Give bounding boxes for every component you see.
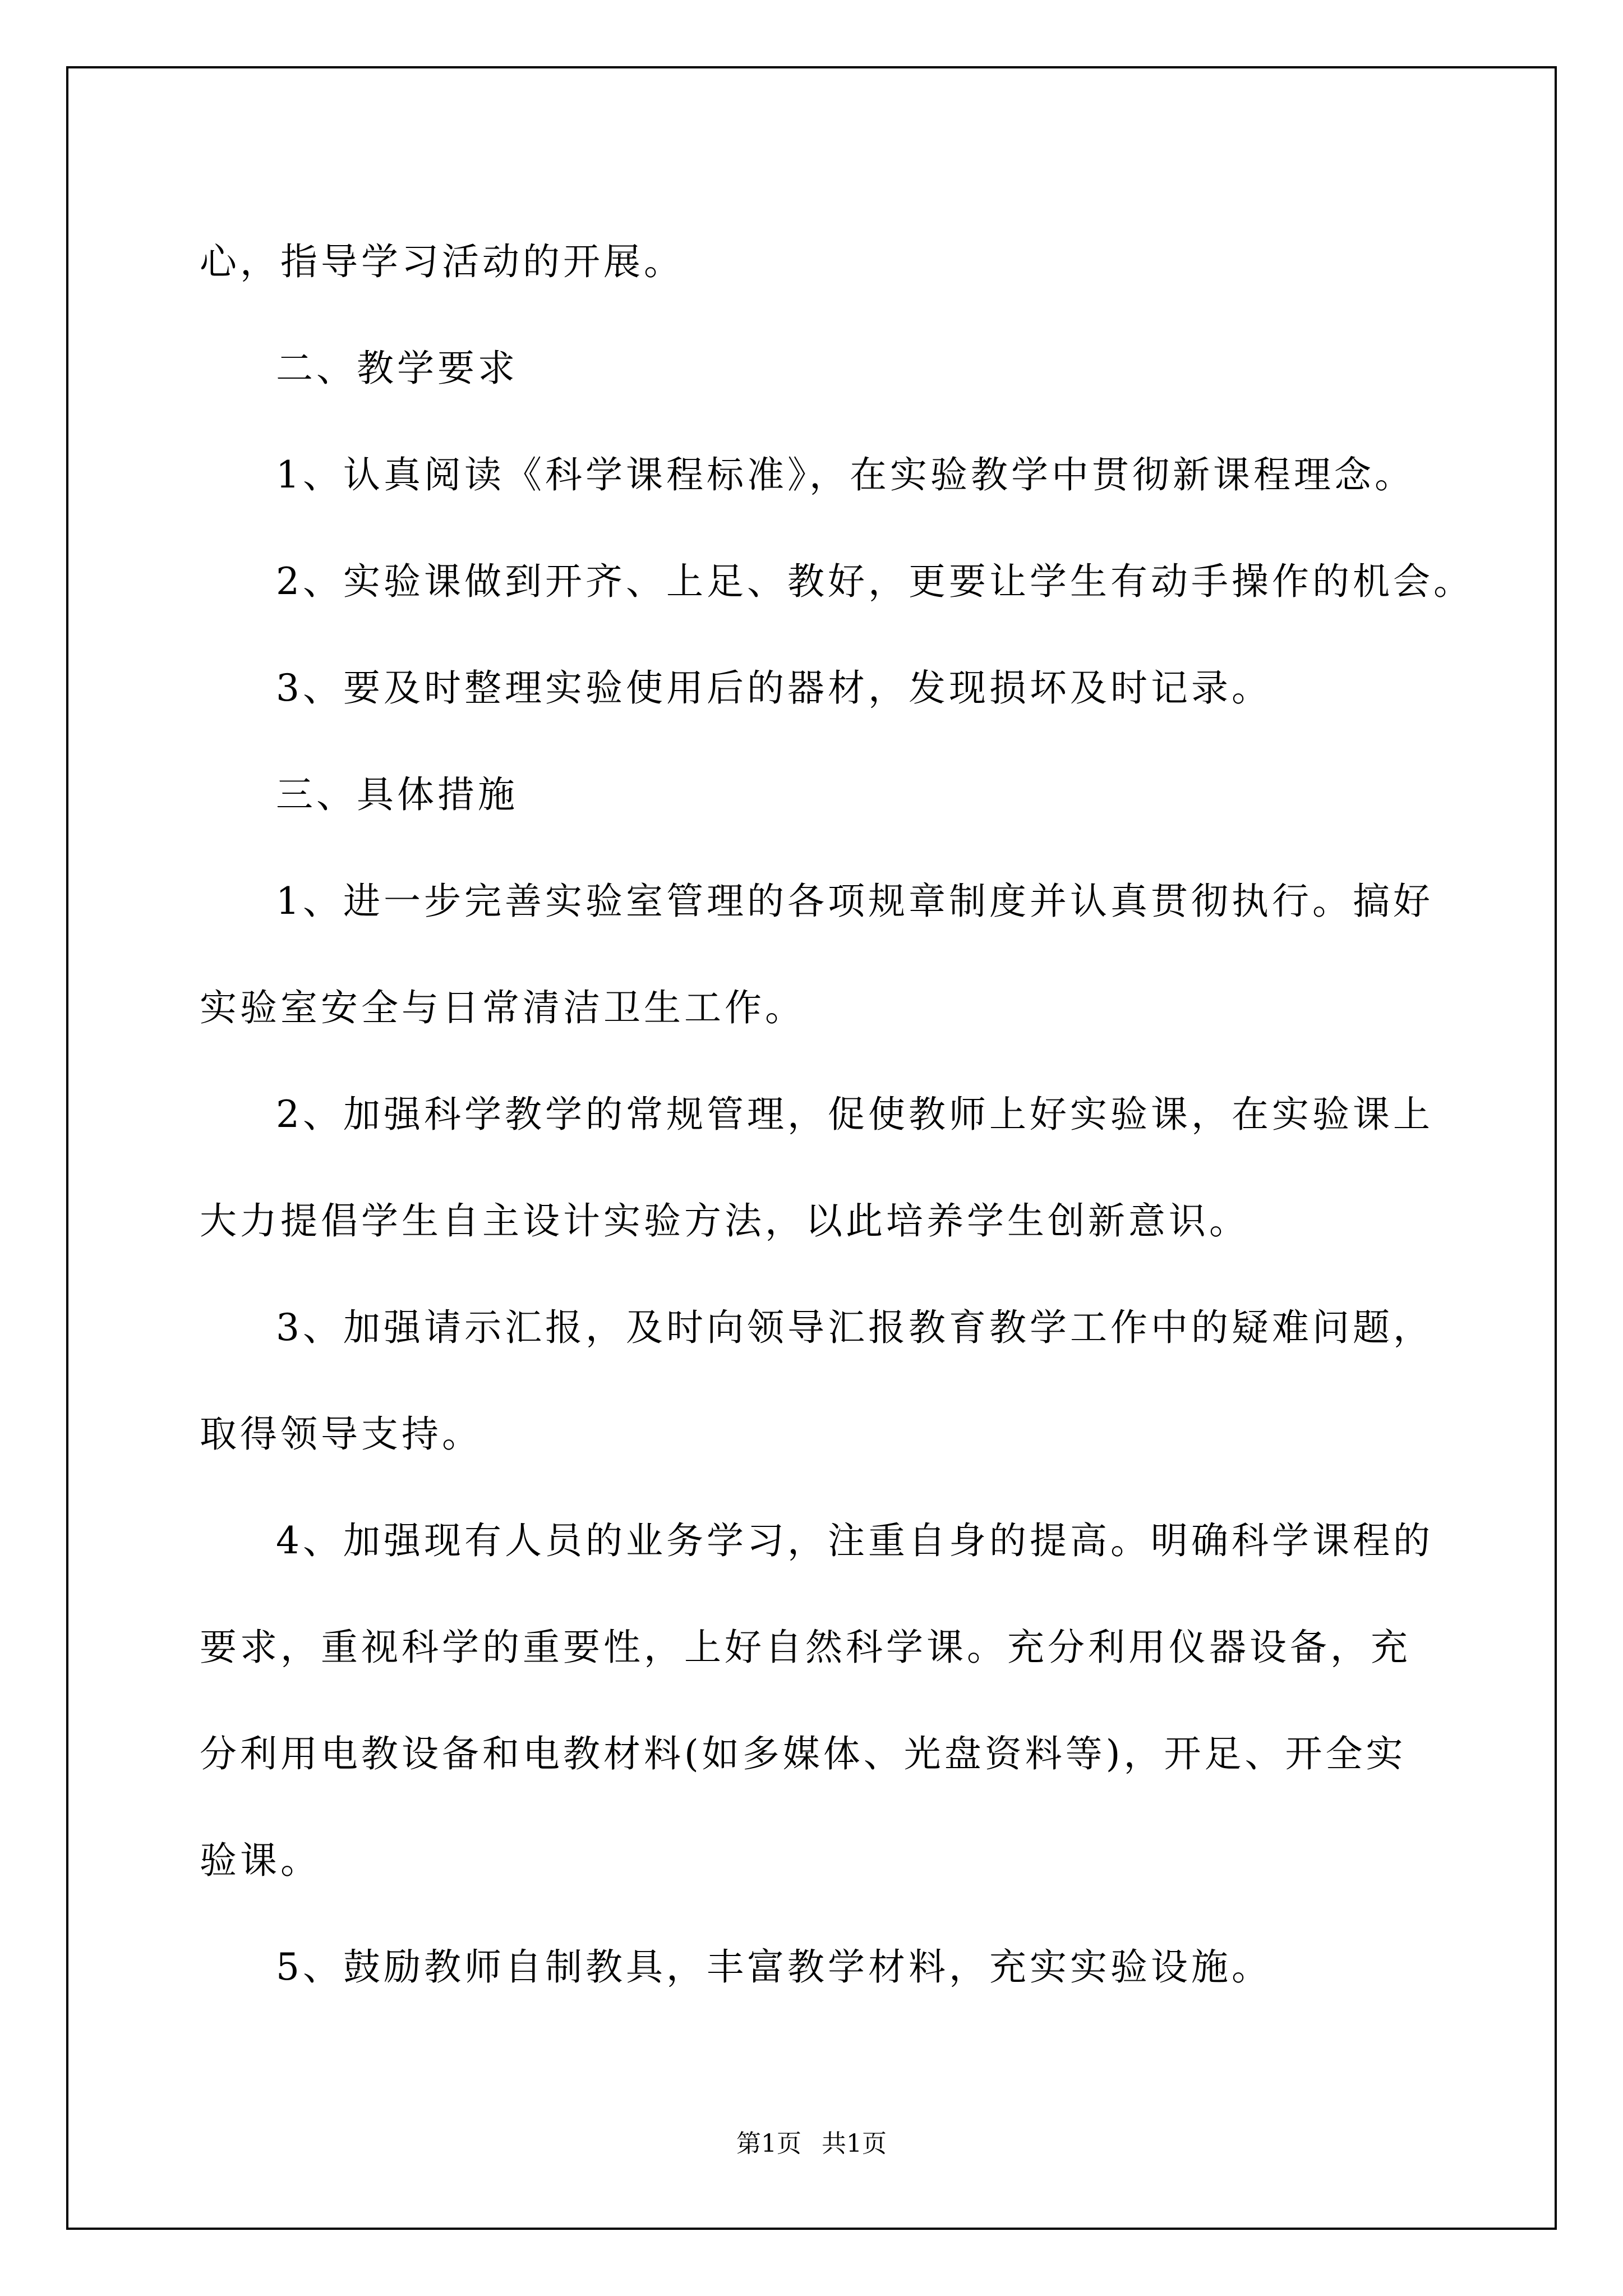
measure-item-2-line-1: 2、加强科学教学的常规管理，促使教师上好实验课，在实验课上 [276,1093,1433,1136]
section-heading-teaching-requirements: 二、教学要求 [276,347,518,390]
measure-item-5: 5、鼓励教师自制教具，丰富教学材料，充实实验设施。 [276,1945,1272,1989]
document-body [200,209,1474,2021]
page-total: 共1页 [822,2129,887,2158]
measure-item-3-line-1: 3、加强请示汇报，及时向领导汇报教育教学工作中的疑难问题， [276,1306,1433,1349]
measure-item-4-line-3: 分利用电教设备和电教材料(如多媒体、光盘资料等)，开足、开全实 [200,1732,1407,1775]
measure-item-2-line-2: 大力提倡学生自主设计实验方法，以此培养学生创新意识。 [200,1199,1249,1243]
measure-item-4-line-4: 验课。 [200,1839,321,1882]
requirement-item-2: 2、实验课做到开齐、上足、教好，更要让学生有动手操作的机会。 [276,560,1474,603]
measure-item-3-line-2: 取得领导支持。 [200,1412,482,1456]
measure-item-4-line-2: 要求，重视科学的重要性，上好自然科学课。充分利用仪器设备，充 [200,1626,1411,1669]
measure-item-4-line-1: 4、加强现有人员的业务学习，注重自身的提高。明确科学课程的 [276,1519,1433,1562]
page-footer [0,2127,1623,2161]
measure-item-1-line-2: 实验室安全与日常清洁卫生工作。 [200,986,805,1029]
section-heading-measures: 三、具体措施 [276,773,518,816]
requirement-item-1: 1、认真阅读《科学课程标准》，在实验教学中贯彻新课程理念。 [276,453,1415,496]
page-number: 第1页 [736,2129,801,2158]
measure-item-1-line-1: 1、进一步完善实验室管理的各项规章制度并认真贯彻执行。搞好 [276,880,1433,923]
requirement-item-3: 3、要及时整理实验使用后的器材，发现损坏及时记录。 [276,666,1272,710]
paragraph-line-1: 心，指导学习活动的开展。 [200,240,684,283]
